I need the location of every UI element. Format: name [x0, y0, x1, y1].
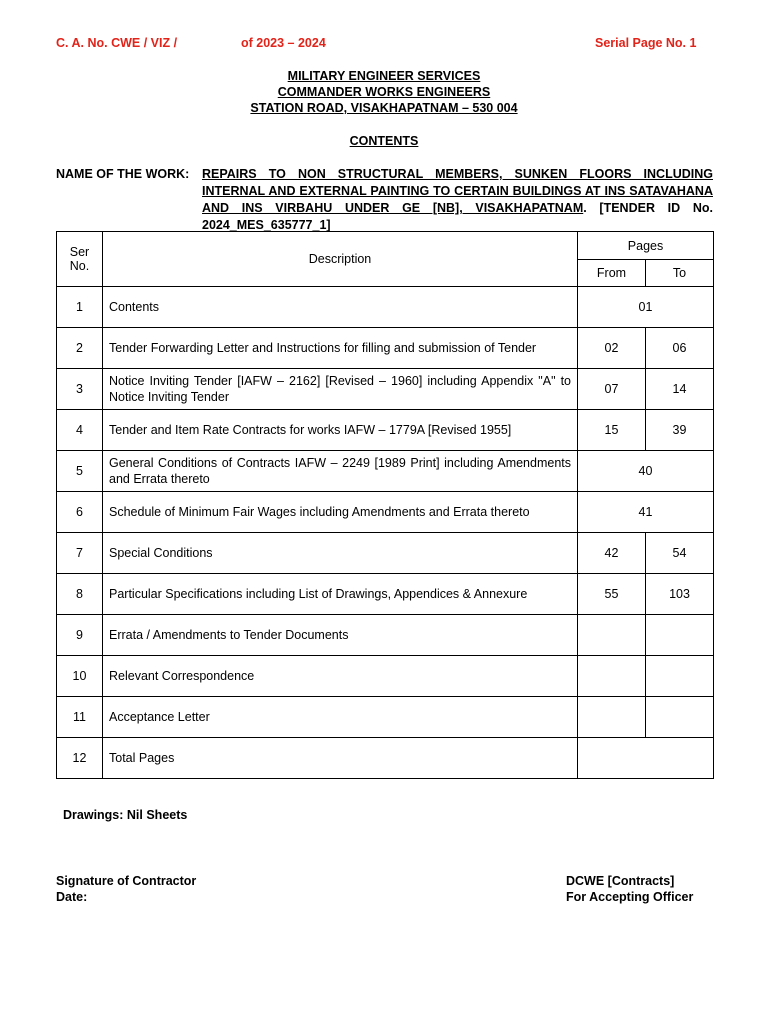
- row-ser-no: 11: [57, 697, 103, 738]
- drawings-note: Drawings: Nil Sheets: [63, 808, 188, 822]
- row-page-from: 02: [578, 328, 646, 369]
- row-ser-no: 8: [57, 574, 103, 615]
- row-page-from: [578, 656, 646, 697]
- row-description: Relevant Correspondence: [103, 656, 578, 697]
- org-line-3: STATION ROAD, VISAKHAPATNAM – 530 004: [250, 101, 518, 115]
- date-label: Date:: [56, 890, 88, 904]
- work-label: NAME OF THE WORK:: [56, 167, 190, 181]
- row-ser-no: 3: [57, 369, 103, 410]
- row-pages: [578, 738, 714, 779]
- table-row: [57, 451, 714, 492]
- row-description: Notice Inviting Tender [IAFW – 2162] [Revised – 1960] including Appendix "A" to Notice Inviting Tender: [103, 369, 578, 410]
- row-description: Schedule of Minimum Fair Wages including Amendments and Errata thereto: [103, 492, 578, 533]
- row-ser-no: 12: [57, 738, 103, 779]
- row-ser-no: 9: [57, 615, 103, 656]
- row-ser-no: 10: [57, 656, 103, 697]
- ca-number: C. A. No. CWE / VIZ /: [56, 36, 178, 50]
- work-description: [202, 166, 713, 234]
- header-description: Description: [103, 232, 578, 287]
- row-description: Tender and Item Rate Contracts for works IAFW – 1779A [Revised 1955]: [103, 410, 578, 451]
- ca-year: of 2023 – 2024: [241, 36, 326, 50]
- row-page-from: 07: [578, 369, 646, 410]
- table-row: [57, 574, 714, 615]
- header-to: To: [646, 260, 714, 287]
- table-row: [57, 287, 714, 328]
- org-line-1: MILITARY ENGINEER SERVICES: [287, 69, 481, 83]
- row-page-from: [578, 697, 646, 738]
- row-page-to: 103: [646, 574, 714, 615]
- table-row: [57, 615, 714, 656]
- row-description: Particular Specifications including List of Drawings, Appendices & Annexure: [103, 574, 578, 615]
- row-page-to: 06: [646, 328, 714, 369]
- row-description: Acceptance Letter: [103, 697, 578, 738]
- header-ser-no: Ser No.: [57, 232, 103, 287]
- table-row: [57, 492, 714, 533]
- row-page-from: 42: [578, 533, 646, 574]
- dcwe-contracts: DCWE [Contracts]: [566, 874, 675, 888]
- for-accepting-officer: For Accepting Officer: [566, 890, 694, 904]
- row-page-from: 55: [578, 574, 646, 615]
- table-row: [57, 328, 714, 369]
- row-page-to: 54: [646, 533, 714, 574]
- row-description: Special Conditions: [103, 533, 578, 574]
- row-page-to: 14: [646, 369, 714, 410]
- table-row: [57, 410, 714, 451]
- header-from: From: [578, 260, 646, 287]
- row-ser-no: 6: [57, 492, 103, 533]
- row-page-from: 15: [578, 410, 646, 451]
- tender-id: . [TENDER ID No. 2024_MES_635777_1]: [202, 201, 713, 232]
- work-name: REPAIRS TO NON STRUCTURAL MEMBERS, SUNKEN FLOORS INCLUDING INTERNAL AND EXTERNAL PAINTING TO CERTAIN BUILDINGS AT INS SATAVAHANA AND INS VIRBAHU UNDER GE [NB], VISAKHAPATNAM: [202, 167, 713, 215]
- row-ser-no: 2: [57, 328, 103, 369]
- row-ser-no: 7: [57, 533, 103, 574]
- row-page-to: [646, 697, 714, 738]
- table-row: [57, 656, 714, 697]
- table-row: [57, 369, 714, 410]
- row-description: Total Pages: [103, 738, 578, 779]
- row-page-to: 39: [646, 410, 714, 451]
- contents-table: [56, 231, 714, 779]
- serial-page-number: Serial Page No. 1: [595, 36, 697, 50]
- row-pages: 01: [578, 287, 714, 328]
- table-row: [57, 533, 714, 574]
- row-pages: 40: [578, 451, 714, 492]
- row-page-to: [646, 656, 714, 697]
- row-description: Contents: [103, 287, 578, 328]
- row-description: Errata / Amendments to Tender Documents: [103, 615, 578, 656]
- row-ser-no: 4: [57, 410, 103, 451]
- row-pages: 41: [578, 492, 714, 533]
- row-page-to: [646, 615, 714, 656]
- signature-of-contractor: Signature of Contractor: [56, 874, 197, 888]
- header-pages: Pages: [578, 232, 714, 260]
- table-row: [57, 738, 714, 779]
- row-page-from: [578, 615, 646, 656]
- row-description: General Conditions of Contracts IAFW – 2249 [1989 Print] including Amendments and Errata thereto: [103, 451, 578, 492]
- org-line-2: COMMANDER WORKS ENGINEERS: [277, 85, 491, 99]
- row-ser-no: 1: [57, 287, 103, 328]
- table-row: [57, 697, 714, 738]
- row-ser-no: 5: [57, 451, 103, 492]
- row-description: Tender Forwarding Letter and Instructions for filling and submission of Tender: [103, 328, 578, 369]
- page-title: CONTENTS: [349, 134, 419, 148]
